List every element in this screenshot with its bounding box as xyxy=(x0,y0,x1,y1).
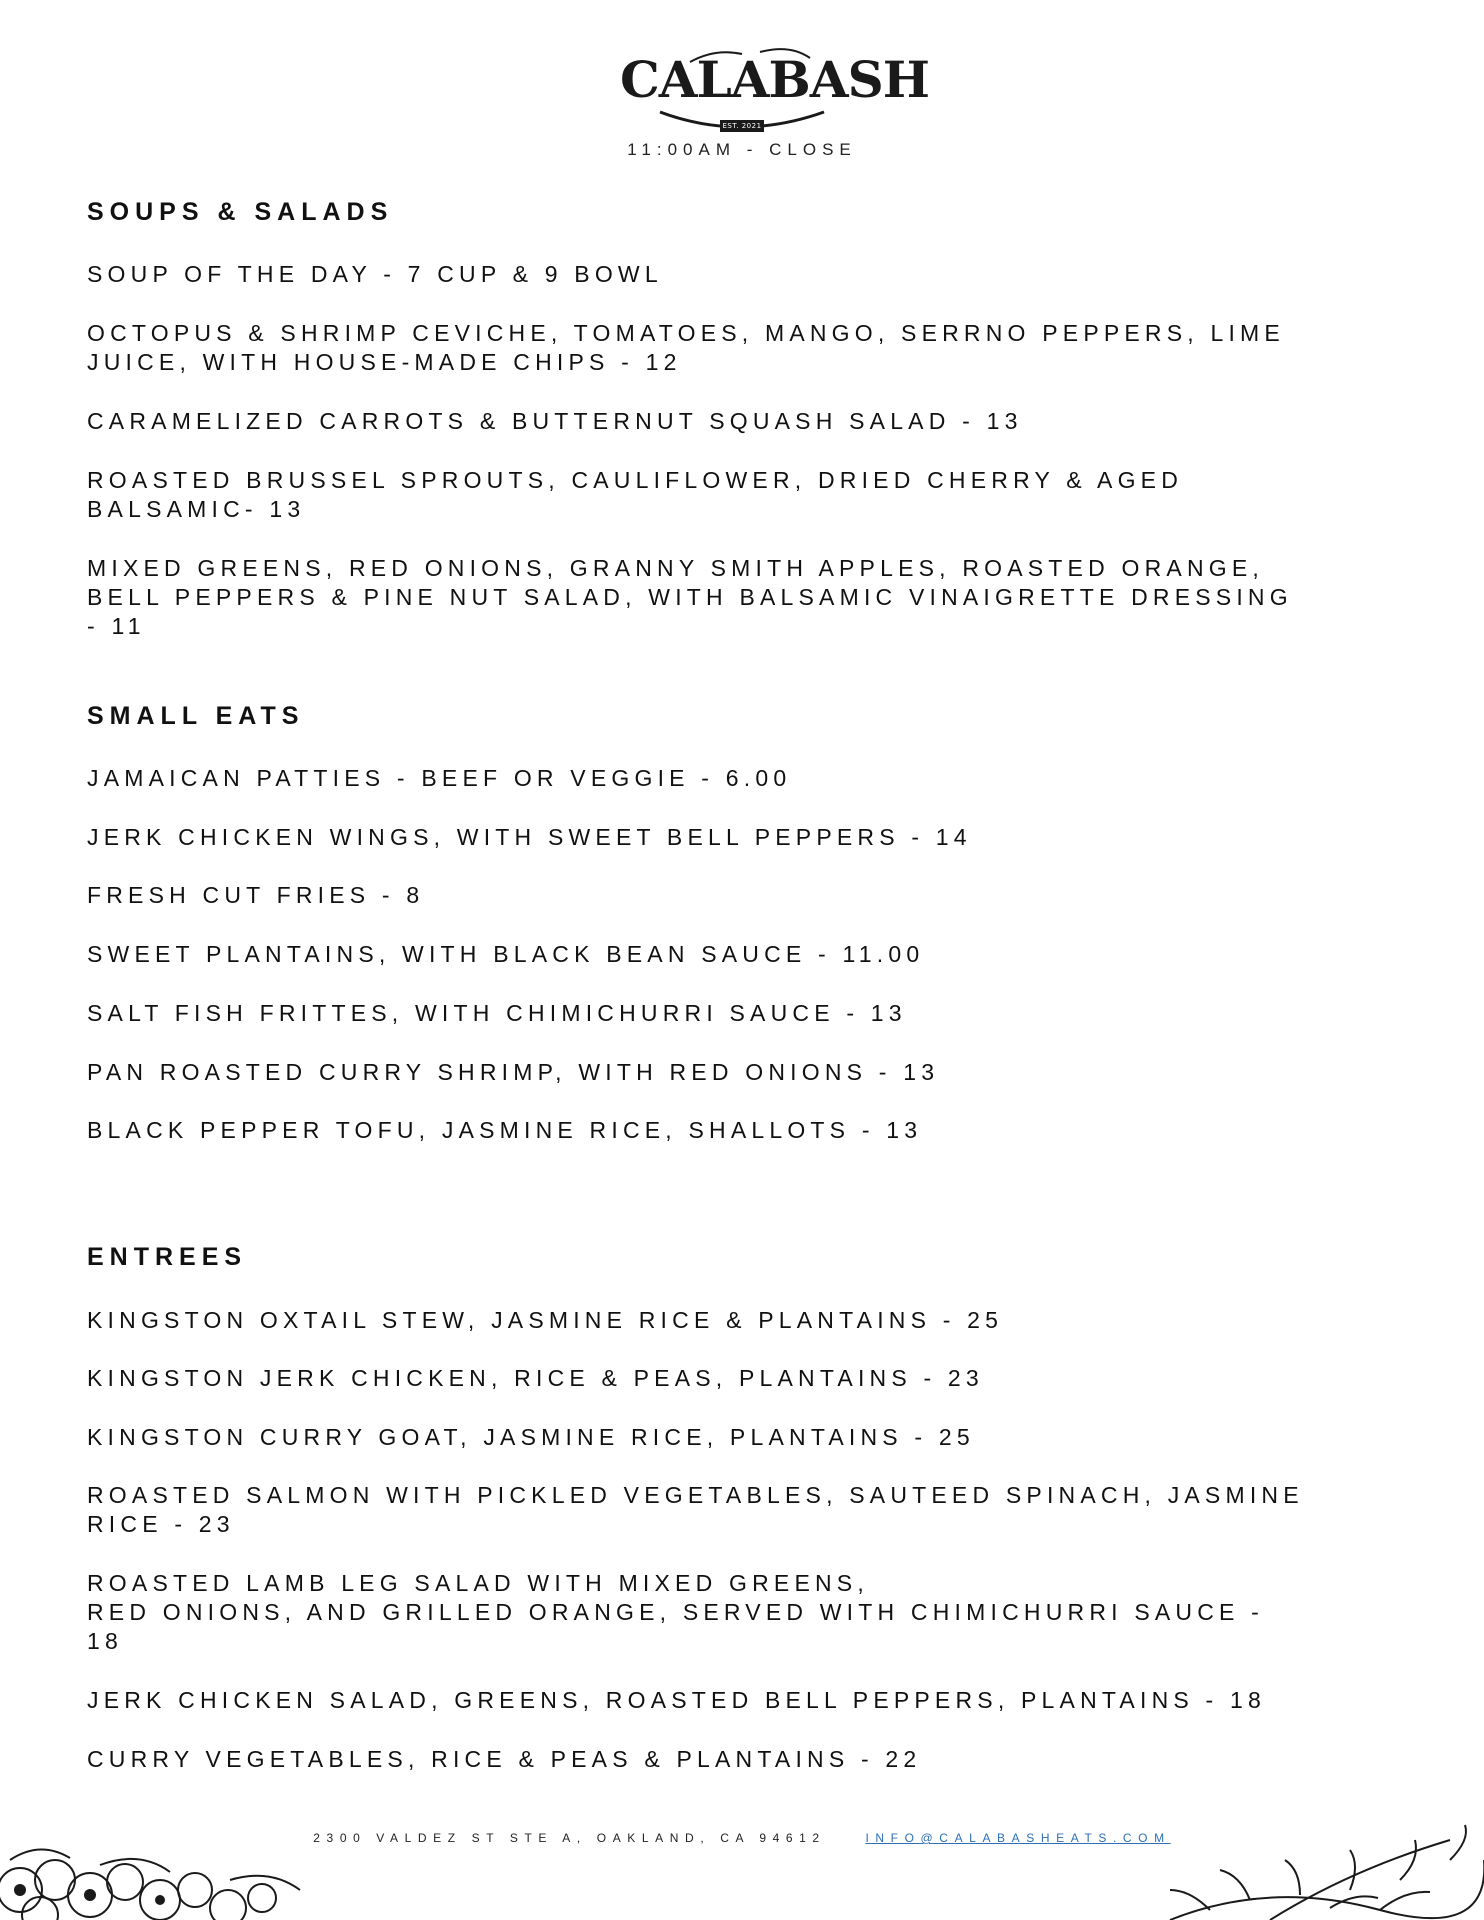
menu-item-line: FRESH CUT FRIES - 8 xyxy=(87,882,425,908)
menu-item-line: BELL PEPPERS & PINE NUT SALAD, WITH BALSAMIC VINAIGRETTE DRESSING xyxy=(87,584,1293,610)
logo-wordmark: CALABASH xyxy=(620,50,929,109)
menu-item-line: SALT FISH FRITTES, WITH CHIMICHURRI SAUCE - 13 xyxy=(87,1000,907,1026)
calabash-logo xyxy=(620,42,929,142)
menu-item xyxy=(87,1686,1407,1715)
menu-item xyxy=(87,1116,1407,1145)
menu-item xyxy=(87,554,1407,641)
menu-item-line: RED ONIONS, AND GRILLED ORANGE, SERVED WITH CHIMICHURRI SAUCE - xyxy=(87,1599,1265,1625)
footer-address: 2300 VALDEZ ST STE A, OAKLAND, CA 94612 xyxy=(313,1831,826,1845)
menu-item xyxy=(87,1058,1407,1087)
menu-item-line: ROASTED LAMB LEG SALAD WITH MIXED GREENS, xyxy=(87,1570,869,1596)
menu-item-line: MIXED GREENS, RED ONIONS, GRANNY SMITH APPLES, ROASTED ORANGE, xyxy=(87,555,1264,581)
menu-item xyxy=(87,1364,1407,1393)
section-heading-soups-salads: SOUPS & SALADS xyxy=(87,198,394,226)
menu-item-line: RICE - 23 xyxy=(87,1511,235,1537)
menu-item xyxy=(87,407,1407,436)
menu-item-line: ROASTED BRUSSEL SPROUTS, CAULIFLOWER, DRIED CHERRY & AGED xyxy=(87,467,1184,493)
menu-item xyxy=(87,823,1407,852)
logo-est-badge: EST. 2021 xyxy=(720,120,764,132)
menu-item xyxy=(87,940,1407,969)
menu-item-line: OCTOPUS & SHRIMP CEVICHE, TOMATOES, MANGO, SERRNO PEPPERS, LIME xyxy=(87,320,1285,346)
section-heading-entrees: ENTREES xyxy=(87,1243,248,1271)
menu-item xyxy=(87,466,1407,524)
menu-item xyxy=(87,260,1407,289)
menu-item-line: BLACK PEPPER TOFU, JASMINE RICE, SHALLOTS - 13 xyxy=(87,1117,923,1143)
menu-item-line: SWEET PLANTAINS, WITH BLACK BEAN SAUCE - 11.00 xyxy=(87,941,925,967)
menu-item-line: KINGSTON JERK CHICKEN, RICE & PEAS, PLANTAINS - 23 xyxy=(87,1365,984,1391)
menu-item xyxy=(87,319,1407,377)
opening-hours: 11:00AM - CLOSE xyxy=(627,140,857,159)
menu-item-line: BALSAMIC- 13 xyxy=(87,496,306,522)
menu-item-line: KINGSTON OXTAIL STEW, JASMINE RICE & PLANTAINS - 25 xyxy=(87,1307,1004,1333)
menu-item-line: JERK CHICKEN WINGS, WITH SWEET BELL PEPPERS - 14 xyxy=(87,824,972,850)
menu-item-line: ROASTED SALMON WITH PICKLED VEGETABLES, SAUTEED SPINACH, JASMINE xyxy=(87,1482,1304,1508)
menu-item-line: PAN ROASTED CURRY SHRIMP, WITH RED ONIONS - 13 xyxy=(87,1059,940,1085)
section-heading-small-eats: SMALL EATS xyxy=(87,702,305,730)
menu-item-line: JERK CHICKEN SALAD, GREENS, ROASTED BELL PEPPERS, PLANTAINS - 18 xyxy=(87,1687,1266,1713)
footer-email-link[interactable]: INFO@CALABASHEATS.COM xyxy=(865,1831,1171,1845)
menu-item xyxy=(87,1306,1407,1335)
menu-item-line: KINGSTON CURRY GOAT, JASMINE RICE, PLANTAINS - 25 xyxy=(87,1424,975,1450)
menu-item-line: CURRY VEGETABLES, RICE & PEAS & PLANTAINS - 22 xyxy=(87,1746,922,1772)
menu-item xyxy=(87,999,1407,1028)
menu-item xyxy=(87,881,1407,910)
menu-item xyxy=(87,1481,1407,1539)
menu-item-line: CARAMELIZED CARROTS & BUTTERNUT SQUASH SALAD - 13 xyxy=(87,408,1023,434)
menu-item xyxy=(87,764,1407,793)
footer-separator xyxy=(836,1831,856,1845)
menu-item-line: SOUP OF THE DAY - 7 CUP & 9 BOWL xyxy=(87,261,663,287)
menu-item xyxy=(87,1569,1407,1656)
menu-item-line: JAMAICAN PATTIES - BEEF OR VEGGIE - 6.00 xyxy=(87,765,792,791)
footer-contact xyxy=(0,1831,1484,1845)
menu-item xyxy=(87,1423,1407,1452)
menu-item xyxy=(87,1745,1407,1774)
menu-item-line: 18 xyxy=(87,1628,123,1654)
menu-item-line: - 11 xyxy=(87,613,146,639)
menu-item-line: JUICE, WITH HOUSE-MADE CHIPS - 12 xyxy=(87,349,682,375)
